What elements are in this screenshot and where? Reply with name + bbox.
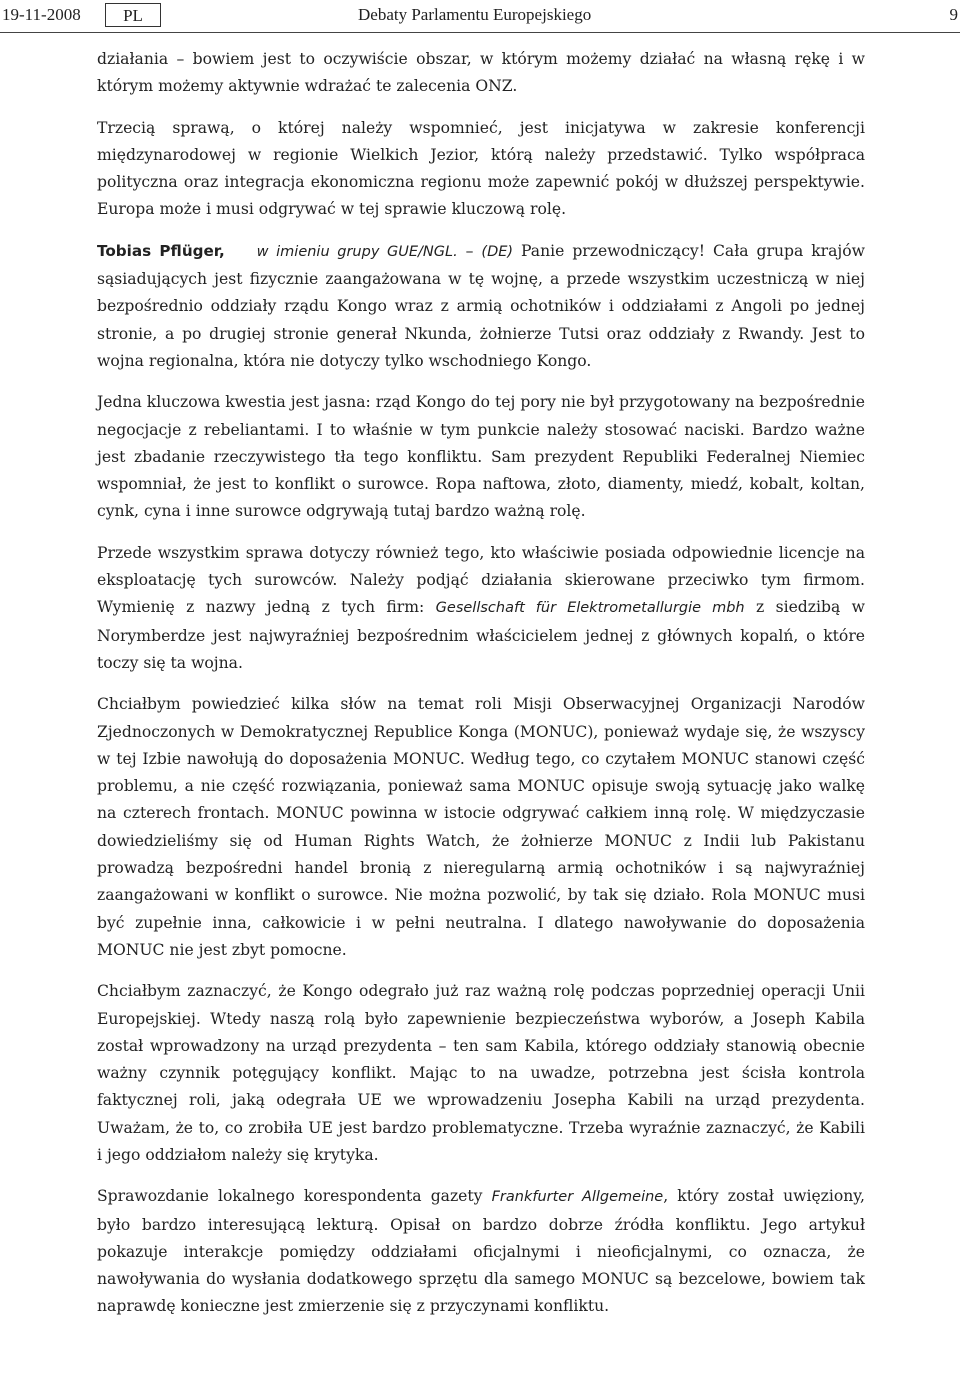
header-rule xyxy=(0,32,960,33)
paragraph-5-before: Przede wszystkim sprawa dotyczy również tego, kto właściwie posiada odpowiednie licencje na eksploatację tych surowców. Należy podjąć działania skierowane przeciwko tym firmom. Wymienię z nazwy jedną z tych firm: xyxy=(97,543,865,617)
speaker-affiliation: w imieniu grupy GUE/NGL. xyxy=(256,243,458,260)
paragraph-1: działania – bowiem jest to oczywiście obszar, w którym możemy działać na własną rękę i w którym możemy aktywnie wdrażać te zalecenia ONZ. xyxy=(97,50,865,96)
paragraph-8-before: Sprawozdanie lokalnego korespondenta gazety xyxy=(97,1187,492,1206)
paragraph-5-after: z siedzibą w Norymberdze jest najwyraźniej bezpośrednim właścicielem jednej z głównych kopalń, o które toczy się ta wojna. xyxy=(97,598,865,672)
newspaper-name: Frankfurter Allgemeine xyxy=(491,1189,664,1206)
paragraph-7: Chciałbym zaznaczyć, że Kongo odegrało już raz ważną rolę podczas poprzedniej operacji Unii Europejskiej. Wtedy naszą rolą było zapewnienie bezpieczeństwa wyborów, a Joseph Kabila został wprowadzony na urząd prezydenta – ten sam Kabila, którego oddziały stanowią obecnie ważny czynnik potęgujący konflikt. Mając to na uwadze, potrzebna jest ścisła kontrola faktycznej roli, jaką odegrała UE we wprowadzeniu Josepha Kabili na urząd prezydenta. Uważam, że to, co zrobiła UE jest bardzo problematyczne. Trzeba wyraźnie zaznaczyć, że Kabili i jego oddziałom należy się krytyka. xyxy=(97,982,865,1164)
paragraph-3 xyxy=(97,238,865,375)
paragraph-2: Trzecią sprawą, o której należy wspomnieć, jest inicjatywa w zakresie konferencji międzynarodowej w regionie Wielkich Jezior, którą należy przedstawić. Tylko współpraca polityczna oraz integracja ekonomiczna regionu może zapewnić pokój w dłuższej perspektywie. Europa może i musi odgrywać w tej sprawie kluczową rolę. xyxy=(97,118,865,219)
paragraph-5 xyxy=(97,540,865,677)
speech-dash: – xyxy=(457,241,482,260)
page-number: 9 xyxy=(949,5,958,24)
paragraph-8 xyxy=(97,1183,865,1320)
paragraph-8-after: , który został uwięziony, było bardzo interesującą lekturą. Opisał on bardzo dobrze źródła konfliktu. Jego artykuł pokazuje interakcje pomiędzy oddziałami oficjalnymi i nieoficjalnymi, co oznacza, że nawoływania do wysłania dodatkowego sprzętu dla samego MONUC są bezcelowe, bowiem tak naprawdę konieczne jest zmierzenie się z przyczynami konfliktu. xyxy=(97,1187,865,1316)
paragraph-6: Chciałbym powiedzieć kilka słów na temat roli Misji Obserwacyjnej Organizacji Narodów Zjednoczonych w Demokratycznej Republice Konga (MONUC), ponieważ wydaje się, że wszyscy w tej Izbie nawołują do doposażenia MONUC. Według tego, co czytałem MONUC stanowi część problemu, a nie część rozwiązania, ponieważ sama MONUC opisuje swoją sytuację jako walkę na czterech frontach. MONUC powinna w istocie odgrywać całkiem inną rolę. W międzyczasie dowiedzieliśmy się od Human Rights Watch, że żołnierze MONUC z Indii lub Pakistanu prowadzą bezpośredni handel bronią z nieregularną armią ochotników i są najwyraźniej zaangażowani w konflikt o surowce. Nie można pozwolić, by tak się działo. Rola MONUC musi być zupełnie inna, całkowicie i w pełni neutralna. I dlatego nawoływanie do doposażenia MONUC nie jest zbyt pomocne. xyxy=(97,695,865,959)
language-badge: PL xyxy=(105,3,161,27)
paragraph-4: Jedna kluczowa kwestia jest jasna: rząd Kongo do tej pory nie był przygotowany na bezpośrednie negocjacje z rebeliantami. I to właśnie w tym punkcie należy stosować naciski. Bardzo ważne jest zbadanie rzeczywistego tła tego konfliktu. Sam prezydent Republiki Federalnej Niemiec wspomniał, że jest to konflikt o surowce. Ropa naftowa, złoto, diamenty, miedź, kobalt, koltan, cynk, cyna i inne surowce odgrywają tutaj bardzo ważną rolę. xyxy=(97,393,865,521)
header-title: Debaty Parlamentu Europejskiego xyxy=(358,5,592,24)
language-code: (DE) xyxy=(481,243,514,260)
header-date: 19-11-2008 xyxy=(2,5,81,24)
speech-text: Panie przewodniczący! Cała grupa krajów sąsiadujących jest fizycznie zaangażowana w tę wojnę, a przede wszystkim uczestniczą w niej bezpośrednio oddziały rządu Kongo wraz z armią ochotników i oddziałami z Angoli po jednej stronie, a po drugiej stronie generał Nkunda, żołnierze Tutsi oraz oddziały z Rwandy. Jest to wojna regionalna, która nie dotyczy tylko wschodniego Kongo. xyxy=(97,241,865,370)
page-header xyxy=(0,0,960,32)
company-name: Gesellschaft für Elektrometallurgie mbh xyxy=(435,600,745,617)
document-body xyxy=(97,46,865,1335)
speaker-name: Tobias Pflüger, xyxy=(97,241,225,260)
